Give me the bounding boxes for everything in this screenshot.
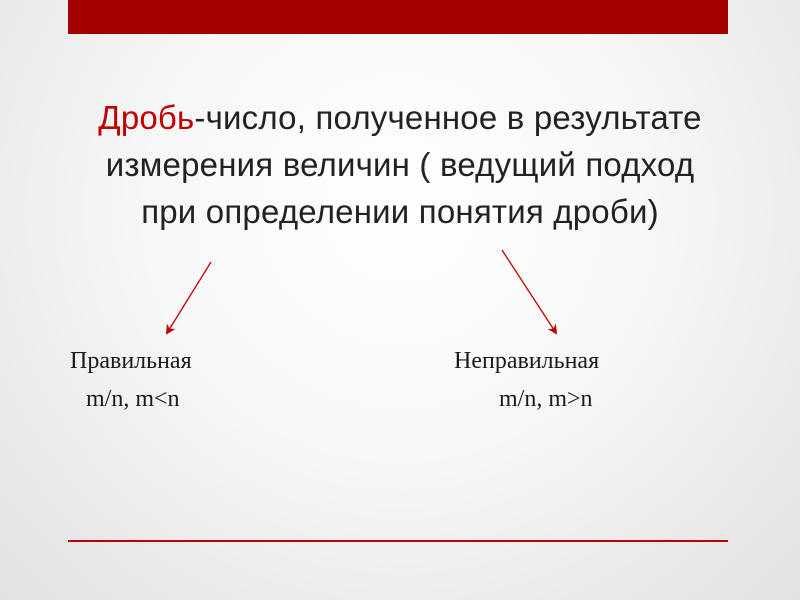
branch-proper (70, 342, 192, 418)
definition-line-2: измерения величин ( ведущий подход (105, 146, 695, 183)
improper-fraction-label: Неправильная (454, 348, 600, 374)
arrow-to-improper (502, 250, 556, 333)
definition-term: Дробь (98, 99, 195, 136)
definition-line-3: при определении понятия дроби) (141, 193, 659, 230)
arrow-to-proper (167, 262, 211, 333)
definition-line-1-rest: -число, полученное в результате (194, 99, 702, 136)
proper-fraction-condition: m/n, m<n (86, 386, 180, 412)
proper-fraction-label: Правильная (70, 348, 192, 374)
improper-fraction-condition: m/n, m>n (499, 386, 593, 412)
bottom-divider (68, 540, 728, 542)
branch-improper (454, 342, 599, 418)
